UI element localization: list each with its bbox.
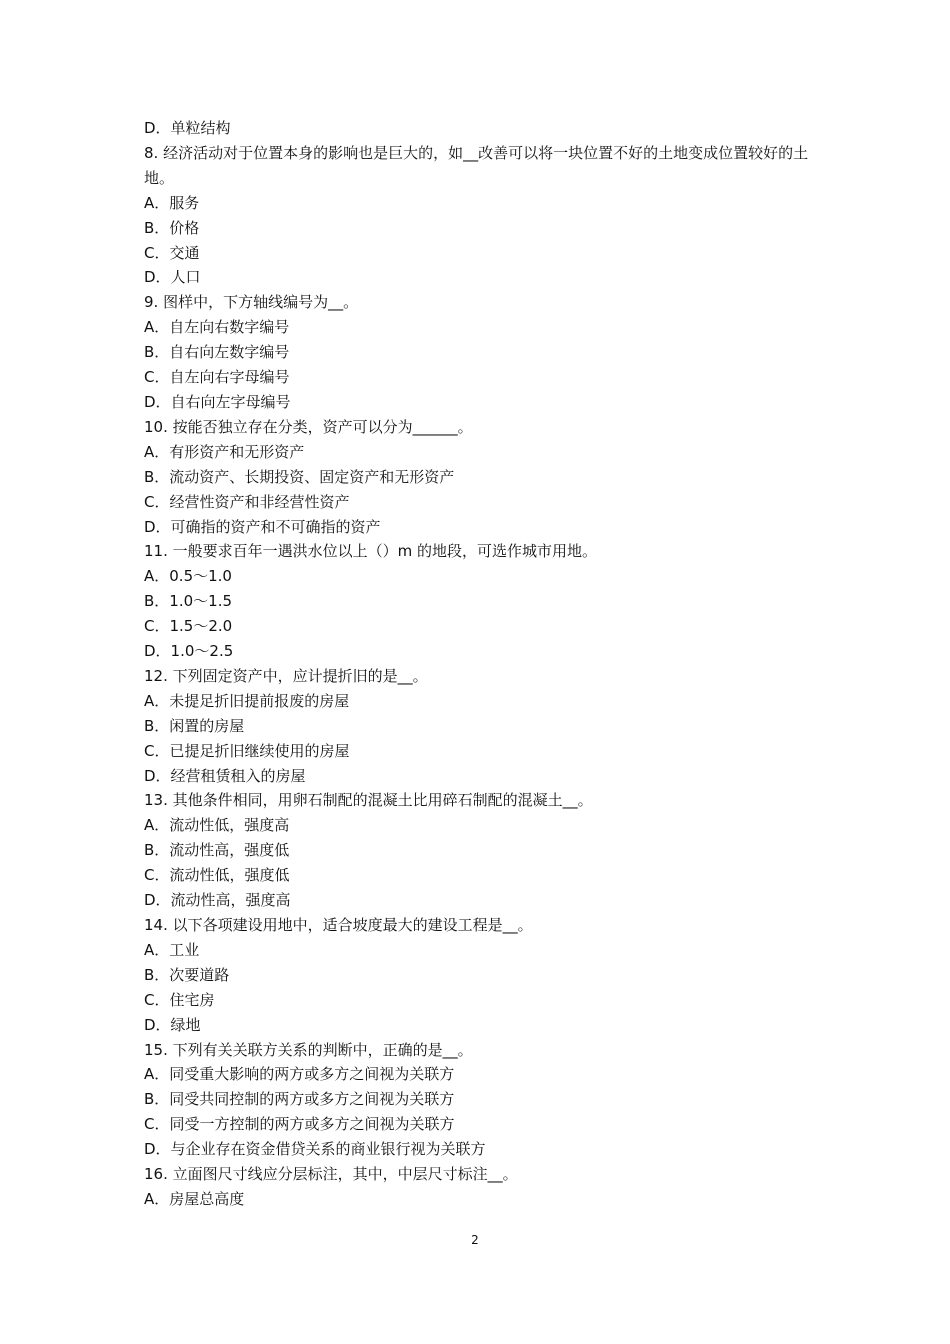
option-line: D．可确指的资产和不可确指的资产: [144, 517, 381, 536]
option-line: D．与企业存在资金借贷关系的商业银行视为关联方: [144, 1140, 486, 1159]
question-14: 14. 以下各项建设用地中，适合坡度最大的建设工程是__。: [144, 916, 533, 934]
option-line: C．已提足折旧继续使用的房屋: [144, 741, 350, 760]
option-line: A．0.5～1.0: [144, 567, 232, 586]
question-15: 15. 下列有关关联方关系的判断中，正确的是__。: [144, 1040, 473, 1059]
option-line: B．自右向左数字编号: [144, 343, 290, 362]
question-10: 10. 按能否独立存在分类，资产可以分为______。: [144, 417, 473, 436]
option-line: A．房屋总高度: [144, 1189, 245, 1208]
option-line: A．未提足折旧提前报废的房屋: [144, 691, 350, 710]
option-line: A．工业: [144, 940, 200, 959]
option-line: C．流动性低，强度低: [144, 866, 290, 885]
option-line: B．流动资产、长期投资、固定资产和无形资产: [144, 467, 455, 486]
option-line: C．同受一方控制的两方或多方之间视为关联方: [144, 1115, 455, 1134]
option-line: B．流动性高，强度低: [144, 841, 290, 860]
question-8: 8. 经济活动对于位置本身的影响也是巨大的，如__改善可以将一块位置不好的土地变成位置较好的土地。: [144, 143, 809, 187]
option-line: B．闲置的房屋: [144, 716, 245, 735]
option-line: A．同受重大影响的两方或多方之间视为关联方: [144, 1065, 455, 1084]
text-line: D．单粒结构: [144, 119, 231, 137]
option-line: D．经营租赁租入的房屋: [144, 766, 306, 785]
option-line: D．自右向左字母编号: [144, 392, 291, 411]
option-line: A．有形资产和无形资产: [144, 442, 305, 461]
option-line: D．1.0～2.5: [144, 642, 234, 661]
option-line: D．人口: [144, 268, 201, 287]
question-9: 9. 图样中，下方轴线编号为__。: [144, 293, 359, 312]
option-line: B．同受共同控制的两方或多方之间视为关联方: [144, 1090, 455, 1109]
page-number: 2: [471, 1233, 479, 1247]
option-line: C．住宅房: [144, 990, 215, 1009]
option-line: C．经营性资产和非经营性资产: [144, 492, 350, 511]
question-16: 16. 立面图尺寸线应分层标注，其中，中层尺寸标注__。: [144, 1165, 518, 1184]
option-line: C．交通: [144, 243, 200, 262]
question-13: 13. 其他条件相同，用卵石制配的混凝土比用碎石制配的混凝土__。: [144, 791, 593, 810]
question-list: [144, 116, 824, 1212]
option-line: B．次要道路: [144, 965, 230, 984]
option-line: B．1.0～1.5: [144, 592, 233, 611]
question-11: 11. 一般要求百年一遇洪水位以上（）m 的地段，可选作城市用地。: [144, 542, 598, 561]
option-line: D．绿地: [144, 1015, 201, 1034]
question-12: 12. 下列固定资产中，应计提折旧的是__。: [144, 666, 428, 685]
option-line: C．1.5～2.0: [144, 617, 233, 636]
option-line: C．自左向右字母编号: [144, 368, 290, 387]
option-line: A．自左向右数字编号: [144, 318, 290, 337]
option-line: A．服务: [144, 193, 200, 212]
option-line: B．价格: [144, 218, 200, 237]
option-line: A．流动性低，强度高: [144, 816, 290, 835]
option-line: D．流动性高，强度高: [144, 891, 291, 910]
